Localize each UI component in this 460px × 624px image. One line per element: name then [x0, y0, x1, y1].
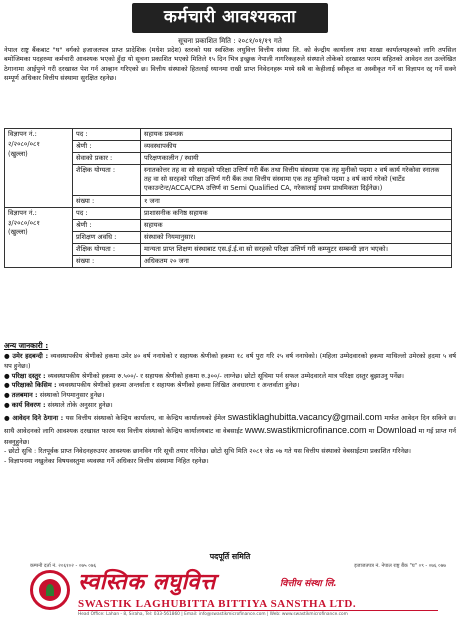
row-value: सहायक — [141, 219, 452, 231]
row-key: शैक्षिक योग्यता : — [73, 165, 141, 195]
exam-label: परिक्षाको किसिम : — [11, 381, 57, 390]
row-key: संख्या : — [73, 256, 141, 268]
salary-text: संस्थाको नियमानुसार हुनेछ। — [39, 391, 105, 400]
exam-type-item: ● परिक्षाको किसिम : व्यवस्थापकीय श्रेणीको हकमा अन्तर्वाता र सहायक श्रेणीको हकमा लिखित अवधारणा र अन्तर्वाता हुनेछ। — [4, 381, 300, 390]
adv-cell-1 — [5, 129, 73, 208]
logo-nepali-name: स्वस्तिक लघुवित्त — [78, 570, 216, 595]
adv-number: २/२०८०/०८१ — [8, 139, 40, 148]
age-limit-item: ● उमेर हदबन्दी : व्यवस्थापकीय श्रेणीको हकमा उमेर ४० वर्ष ननाघेको र सहायक श्रेणीको हकमा १८ वर्ष पुरा गरि २५ वर्ष ननाघेको। (महिला उम्मेदवारको हकमा माथिल्लो उमेरको हदमा ५ वर्ष थप हुनेछ।) — [4, 352, 456, 370]
logo-address: Head Office: Lahan - 8, Siraha, Tel: 033-561860 | Email: info@swastikmicrofinance.com | Web: www.swastikmicrofinance.com — [78, 612, 348, 617]
logo-nepali-tail: वित्तीय संस्था लि. — [280, 579, 337, 589]
duty-text: संस्थाले तोके अनुसार हुनेछ। — [47, 400, 113, 409]
row-value: १ जना — [141, 195, 452, 207]
adv-cell-2 — [5, 207, 73, 267]
fee-label: परिक्षा दस्तुर : — [11, 371, 46, 380]
other-info-title: अन्य जानकारी : — [4, 341, 49, 350]
age-label: उमेर हदबन्दी : — [12, 352, 49, 361]
age-text: व्यवस्थापकीय श्रेणीको हकमा उमेर ४० वर्ष ननाघेको र सहायक श्रेणीको हकमा १८ वर्ष पुरा गरि २५ वर्ष ननाघेको। (महिला उम्मेदवारको हकमा माथिल्लो उमेरको हदमा ५ वर्ष थप हुनेछ।) — [4, 352, 456, 370]
table-row — [5, 231, 452, 243]
table-row — [5, 129, 452, 141]
adv-number: ३/२०८०/०८१ — [8, 218, 40, 227]
table-row — [5, 256, 452, 268]
other-info-section — [4, 340, 456, 467]
row-value: संस्थाको नियमानुसार। — [141, 231, 452, 243]
banner-title: कर्मचारी आवश्यकता — [163, 7, 297, 28]
posts-table — [4, 128, 452, 268]
row-key: शैक्षिक योग्यता : — [73, 243, 141, 255]
row-key: श्रेणी : — [73, 219, 141, 231]
salary-item: ● तलबमान : संस्थाको नियमानुसार हुनेछ। — [4, 391, 105, 400]
row-key: संख्या : — [73, 195, 141, 207]
row-key: श्रेणी : — [73, 141, 141, 153]
table-row — [5, 219, 452, 231]
shortlist-item: - छोटो सुचि : रितपूर्वक प्राप्त निवेदनहरुउपर आवश्यक छानविन गरि सूची तयार गरिनेछ। छोटो सुचि मिति २०८१ जेठ ०७ गते यस वित्तीय संस्थाको वेबसाईटमा प्रकाशित गरिनेछ। — [4, 447, 412, 456]
row-key: प्रशिक्षण अवधि : — [73, 231, 141, 243]
seal-icon — [30, 570, 70, 610]
row-value: परिक्षणकालीन / स्थायी — [141, 153, 452, 165]
apply-label: आवेदन दिने ठेगाना : — [12, 413, 64, 422]
table-row — [5, 165, 452, 195]
table-row — [5, 141, 452, 153]
logo-english-name: SWASTIK LAGHUBITTA BITTIYA SANSTHA LTD. — [78, 598, 357, 610]
vacancy-banner — [132, 3, 328, 33]
table-row — [5, 195, 452, 207]
row-value: मान्यता प्राप्त शिक्षण संस्थाबाट एस.ई.ई.वा सो सरहको परिक्षा उत्तिर्ण गरी कम्प्युटर सम्बन्धी ज्ञान भएको। — [141, 243, 452, 255]
exam-text: व्यवस्थापकीय श्रेणीको हकमा अन्तर्वाता र सहायक श्रेणीको हकमा लिखित अवधारणा र अन्तर्वाता हुनेछ। — [58, 381, 300, 390]
exam-fee-item: ● परिक्षा दस्तुर : व्यवस्थापकीय श्रेणीको हकमा रु.५००/- र सहायक श्रेणीको हकमा रु.३००/- लाग्नेछ। छोटो सूचिमा पर्न सफल उम्मेदवारले मात्र परिक्षा दस्तुर बुझाउनु पर्नेछ। — [4, 371, 404, 380]
row-key: सेवाको प्रकार : — [73, 153, 141, 165]
row-key: पद : — [73, 207, 141, 219]
application-address-item: ● आवेदन दिने ठेगाना : यस वित्तीय संस्थाको केन्द्रिय कार्यालय, वा केन्द्रिय कार्यालयको ईमेल swastiklaghubitta.vacancy@gmail.com मार्फत आवेदन दिन सकिने छ। साथै आवेदनको लागि आवश्यक दरखास्त फारम यस वित्तीय संस्थाको केन्द्रिय कार्यालयबाट वा वेबसाईट www.swastikmicrofinance.com मा Download मा गई प्राप्त गर्न सक्नुहुनेछ। — [4, 411, 456, 446]
job-description-item: ● कार्य विवरण : संस्थाले तोके अनुसार हुनेछ। — [4, 400, 113, 409]
row-value: स्नातकोत्तर तह वा सो सरहको परिक्षा उत्तिर्ण गरी बैंक तथा वित्तीय संस्थामा एक तह मुनीको पदमा २ वर्ष कार्य गरेकोवा स्नातक तह वा सो सरहको परिक्षा उत्तिर्ण गरी बैंक तथा वित्तीय संस्थामा एक तह मुनिको पदमा ३ वर्ष कार्य गरेको (चार्टेड एकाउन्टेन्ट/ACCA/CPA उत्तिर्ण वा Semi Qualified CA, गरेकालाई प्रथम प्राथमिकता दिईनेछ।) — [141, 165, 452, 195]
download-text: Download — [376, 425, 417, 436]
apply-text-4: मा गई प्राप्त गर्न सक्नुहुनेछ। — [4, 427, 456, 446]
website-link[interactable]: www.swastikmicrofinance.com — [245, 425, 367, 436]
table-row — [5, 153, 452, 165]
notice-date: सूचना प्रकाशित मिति : २०८१/०१/१९ गते — [178, 37, 282, 45]
row-value: प्राशासनीक कनिष्ठ सहायक — [141, 207, 452, 219]
row-key: पद : — [73, 129, 141, 141]
table-row — [5, 207, 452, 219]
apply-text-1: यस वित्तीय संस्थाको केन्द्रिय कार्यालय, वा केन्द्रिय कार्यालयको ईमेल — [65, 413, 226, 422]
intro-paragraph: नेपाल राष्ट्र बैंकबाट "घ" वर्गको इजाजतपत्र प्राप्त प्रादेशिक (मधेश प्रदेश) स्तरको यस स्वस्तिक लघुवित्त वित्तीय संस्था लि. को केन्द्रीय कार्यालय तथा शाखा कार्यालयहरुको लागि तपसिल बमोजिमका पदहरुमा कर्मचारी आवश्यक भएको हुँदा यो सूचना प्रकाशित भएको मितिले १५ दिन भित्र इच्छुक नेपाली नागरिकहरुले संस्थाले तोकेको दरखास्त फारम सहितको आवेदन तल उल्लेखित ठेगानामा आईपुग्ने गरी दरखास्त पेश गर्न आव्हान गरिएको छ। वित्तीय संस्थाको हितलाई ध्यानमा राखी प्राप्त निवेदनहरू मध्ये सबै वा केहीलाई स्वीकृत वा अस्वीकृत गर्ने वा विज्ञापन रद्द गर्ने सक्ने सम्पूर्ण अधिकार वित्तीय संस्थामा सुरक्षित रहनेछ। — [4, 46, 456, 82]
row-value: व्यवस्थापकीय — [141, 141, 452, 153]
advert-rights-item: - विज्ञापनमा नखुलेका विषयवस्तुमा व्यवस्था गर्ने अधिकार वित्तीय संस्थामा निहित रहनेछ। — [4, 457, 209, 466]
vacancy-email-link[interactable]: swastiklaghubitta.vacancy@gmail.com — [227, 411, 382, 422]
fee-text: व्यवस्थापकीय श्रेणीको हकमा रु.५००/- र सहायक श्रेणीको हकमा रु.३००/- लाग्नेछ। छोटो सूचिमा पर्न सफल उम्मेदवारले मात्र परिक्षा दस्तुर बुझाउनु पर्नेछ। — [47, 371, 404, 380]
logo-divider — [78, 610, 438, 611]
company-logo — [30, 570, 446, 618]
apply-text-2: मार्फत आवेदन दिन सकिने छ। साथै आवेदनको लागि आवश्यक दरखास्त फारम यस वित्तीय संस्थाको केन्द्रिय कार्यालयबाट वा वेबसाईट — [4, 413, 456, 436]
apply-text-3: मा — [368, 427, 375, 436]
adv-type: (खुल्ला) — [8, 149, 28, 158]
row-value: अधिकतम २० जना — [141, 256, 452, 268]
row-value: सहायक प्रबन्धक — [141, 129, 452, 141]
adv-label: विज्ञापन नं.: — [8, 208, 37, 217]
adv-label: विज्ञापन नं.: — [8, 130, 37, 138]
adv-type: (खुल्ला) — [8, 228, 28, 237]
duty-label: कार्य विवरण : — [11, 400, 46, 409]
license-number: इजाजतपत्र नं. नेपाल राष्ट्र बैंक "घ" ०९ - ०७६ ०७७ — [354, 563, 446, 569]
company-registration: कम्पनी दर्ता नं. २०६१०२ - ०७५ ०७६ — [30, 563, 97, 569]
table-row — [5, 243, 452, 255]
salary-label: तलबमान : — [11, 391, 38, 400]
committee-signature: पदपूर्ति समिति — [209, 552, 251, 561]
